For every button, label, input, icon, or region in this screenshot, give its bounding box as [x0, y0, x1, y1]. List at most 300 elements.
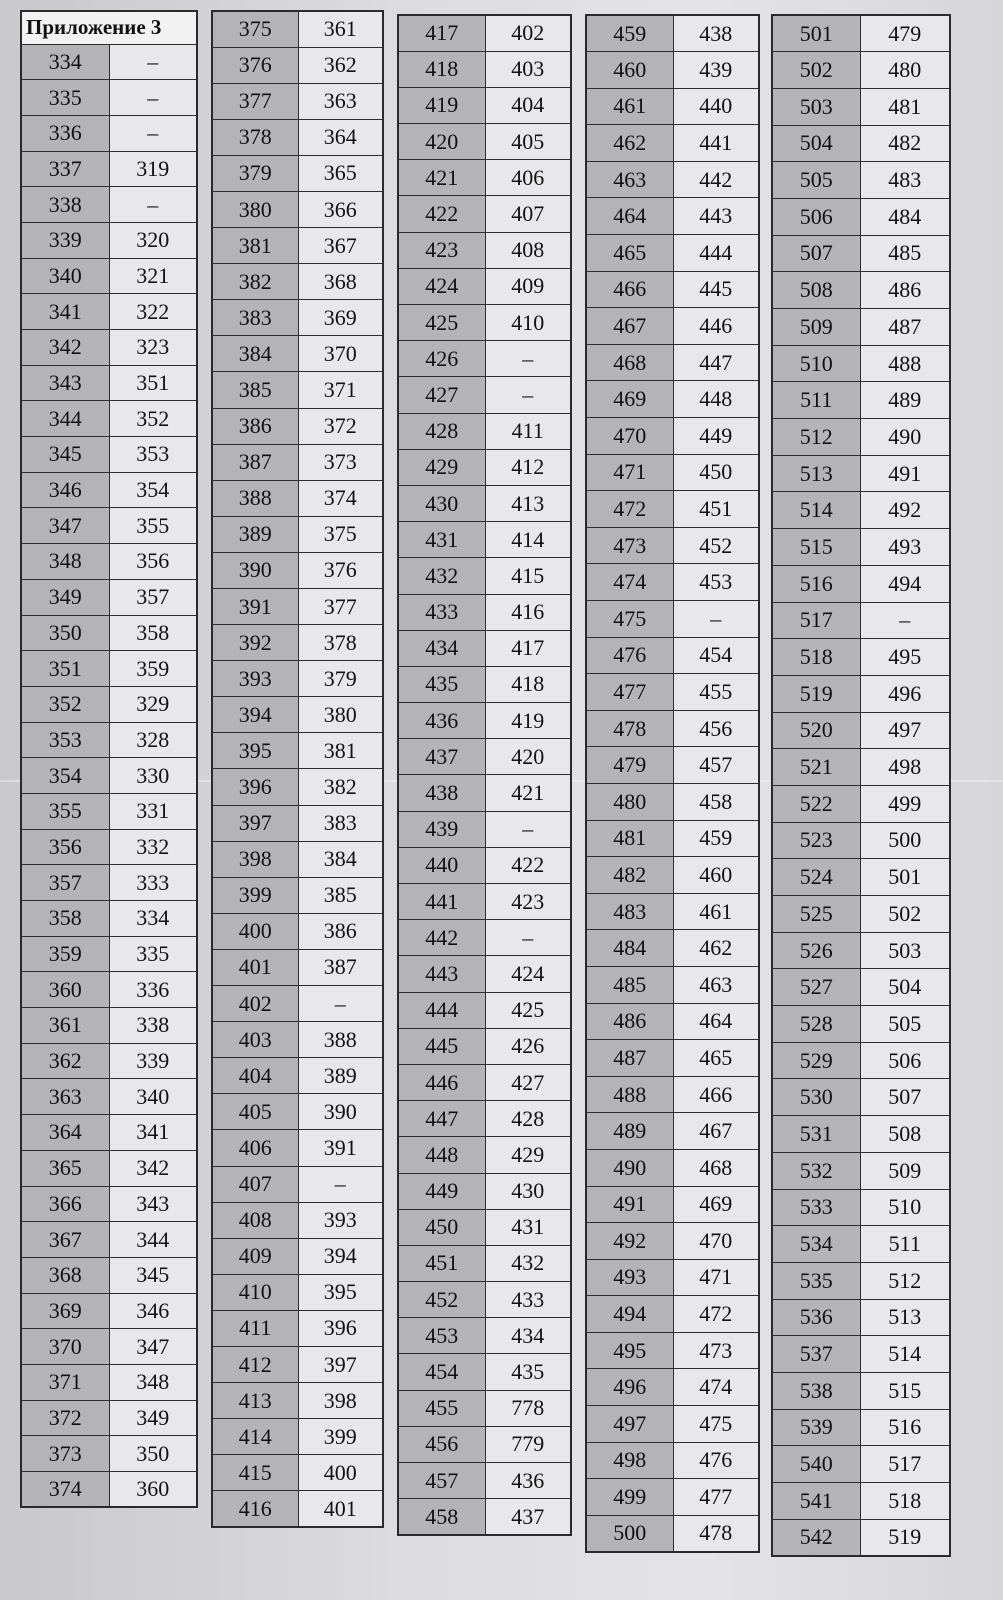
- table-cell-mapped: 442: [673, 161, 759, 198]
- table-cell-number: 449: [398, 1173, 485, 1209]
- table-cell-number: 490: [586, 1149, 673, 1186]
- table-row: [212, 191, 383, 227]
- table-cell-number: 344: [21, 401, 109, 437]
- table-row: [772, 1519, 950, 1556]
- table-cell-mapped: 378: [298, 625, 383, 661]
- table-cell-mapped: 462: [673, 930, 759, 967]
- table-cell-number: 505: [772, 162, 860, 199]
- table-row: [21, 365, 197, 401]
- table-row: [21, 258, 197, 294]
- table-cell-number: 502: [772, 52, 860, 89]
- table-cell-mapped: 467: [673, 1113, 759, 1150]
- table-cell-mapped: 477: [673, 1479, 759, 1516]
- table-row: [772, 932, 950, 969]
- table-cell-number: 422: [398, 196, 485, 232]
- table-row: [21, 330, 197, 366]
- table-cell-number: 463: [586, 161, 673, 198]
- table-cell-number: 352: [21, 686, 109, 722]
- table-cell-mapped: 367: [298, 228, 383, 264]
- table-cell-number: 514: [772, 492, 860, 529]
- table-row: [398, 739, 571, 775]
- table-row: [772, 88, 950, 125]
- table-row: [212, 1491, 383, 1527]
- table-row: [212, 697, 383, 733]
- table-cell-mapped: 429: [485, 1137, 571, 1173]
- table-cell-mapped: 484: [860, 198, 950, 235]
- table-cell-number: 428: [398, 413, 485, 449]
- table-row: [772, 1226, 950, 1263]
- table-row: [586, 966, 759, 1003]
- table-cell-number: 472: [586, 491, 673, 528]
- table-cell-mapped: 400: [298, 1455, 383, 1491]
- table-row: [398, 1426, 571, 1462]
- table-cell-number: 507: [772, 235, 860, 272]
- table-row: [772, 455, 950, 492]
- table-cell-mapped: 519: [860, 1519, 950, 1556]
- table-cell-mapped: 350: [109, 1436, 197, 1472]
- table-cell-number: 492: [586, 1223, 673, 1260]
- table-row: [772, 896, 950, 933]
- table-cell-mapped: 490: [860, 419, 950, 456]
- table-cell-number: 473: [586, 527, 673, 564]
- table-cell-number: 360: [21, 972, 109, 1008]
- table-cell-mapped: 396: [298, 1310, 383, 1346]
- table-cell-mapped: 398: [298, 1383, 383, 1419]
- table-cell-number: 486: [586, 1003, 673, 1040]
- table-row: [212, 986, 383, 1022]
- table-cell-mapped: 438: [673, 15, 759, 52]
- table-row: [772, 859, 950, 896]
- table-row: [212, 264, 383, 300]
- table-row: [212, 300, 383, 336]
- table-cell-mapped: 432: [485, 1245, 571, 1281]
- table-cell-mapped: 472: [673, 1296, 759, 1333]
- table-row: [586, 1149, 759, 1186]
- table-cell-number: 411: [212, 1310, 298, 1346]
- table-cell-mapped: 409: [485, 268, 571, 304]
- table-cell-number: 482: [586, 857, 673, 894]
- table-cell-number: 508: [772, 272, 860, 309]
- table-cell-number: 436: [398, 703, 485, 739]
- table-cell-number: 404: [212, 1058, 298, 1094]
- table-cell-mapped: 500: [860, 822, 950, 859]
- table-cell-mapped: 379: [298, 661, 383, 697]
- table-row: [398, 630, 571, 666]
- table-row: [21, 1257, 197, 1293]
- table-row: [212, 516, 383, 552]
- table-cell-mapped: 450: [673, 454, 759, 491]
- table-row: [398, 811, 571, 847]
- table-cell-number: 375: [212, 11, 298, 47]
- table-cell-number: 370: [21, 1329, 109, 1365]
- table-cell-number: 413: [212, 1383, 298, 1419]
- table-cell-mapped: 452: [673, 527, 759, 564]
- table-cell-number: 489: [586, 1113, 673, 1150]
- table-cell-number: 464: [586, 198, 673, 235]
- table-cell-number: 517: [772, 602, 860, 639]
- table-row: [212, 480, 383, 516]
- table-cell-number: 432: [398, 558, 485, 594]
- table-row: [586, 1332, 759, 1369]
- table-cell-number: 400: [212, 913, 298, 949]
- table-row: [398, 160, 571, 196]
- table-cell-mapped: 353: [109, 437, 197, 473]
- table-row: [586, 893, 759, 930]
- table-cell-mapped: 516: [860, 1409, 950, 1446]
- table-row: [586, 1369, 759, 1406]
- table-cell-number: 446: [398, 1064, 485, 1100]
- table-row: [21, 972, 197, 1008]
- table-cell-mapped: 478: [673, 1515, 759, 1552]
- table-cell-mapped: –: [298, 1166, 383, 1202]
- table-row: [772, 1152, 950, 1189]
- table-cell-mapped: 387: [298, 949, 383, 985]
- table-cell-number: 376: [212, 47, 298, 83]
- table-cell-number: 395: [212, 733, 298, 769]
- table-cell-mapped: 482: [860, 125, 950, 162]
- table-cell-number: 367: [21, 1222, 109, 1258]
- table-row: [398, 920, 571, 956]
- table-cell-number: 468: [586, 344, 673, 381]
- table-cell-mapped: 514: [860, 1336, 950, 1373]
- table-row: [772, 345, 950, 382]
- table-cell-mapped: 504: [860, 969, 950, 1006]
- table-cell-number: 450: [398, 1209, 485, 1245]
- table-cell-number: 391: [212, 589, 298, 625]
- table-row: [212, 444, 383, 480]
- table-cell-number: 345: [21, 437, 109, 473]
- table-cell-mapped: 447: [673, 344, 759, 381]
- table-cell-number: 527: [772, 969, 860, 1006]
- table-row: [586, 88, 759, 125]
- table-row: [586, 308, 759, 345]
- table-cell-mapped: 435: [485, 1354, 571, 1390]
- table-cell-mapped: 339: [109, 1043, 197, 1079]
- table-row: [772, 1116, 950, 1153]
- table-cell-number: 351: [21, 651, 109, 687]
- table-cell-number: 431: [398, 522, 485, 558]
- table-cell-number: 437: [398, 739, 485, 775]
- table-cell-mapped: 498: [860, 749, 950, 786]
- table-cell-number: 407: [212, 1166, 298, 1202]
- table-cell-mapped: 485: [860, 235, 950, 272]
- table-cell-mapped: 383: [298, 805, 383, 841]
- table-cell-mapped: 475: [673, 1406, 759, 1443]
- table-row: [21, 401, 197, 437]
- table-row: [398, 124, 571, 160]
- table-cell-number: 476: [586, 637, 673, 674]
- table-cell-number: 335: [21, 80, 109, 116]
- table-cell-number: 495: [586, 1332, 673, 1369]
- table-cell-number: 438: [398, 775, 485, 811]
- table-cell-mapped: 382: [298, 769, 383, 805]
- table-cell-mapped: 386: [298, 913, 383, 949]
- table-row: [586, 1442, 759, 1479]
- table-cell-number: 471: [586, 454, 673, 491]
- table-cell-mapped: 496: [860, 675, 950, 712]
- table-cell-mapped: 518: [860, 1483, 950, 1520]
- table-cell-mapped: 465: [673, 1040, 759, 1077]
- table-cell-number: 421: [398, 160, 485, 196]
- table-cell-mapped: 388: [298, 1022, 383, 1058]
- table-cell-number: 435: [398, 666, 485, 702]
- table-row: [586, 930, 759, 967]
- table-cell-mapped: 419: [485, 703, 571, 739]
- table-row: [586, 857, 759, 894]
- table-cell-mapped: 441: [673, 125, 759, 162]
- table-row: [21, 187, 197, 223]
- table-cell-number: 385: [212, 372, 298, 408]
- table-cell-number: 443: [398, 956, 485, 992]
- table-cell-number: 418: [398, 51, 485, 87]
- table-row: [772, 162, 950, 199]
- table-cell-mapped: 423: [485, 884, 571, 920]
- table-cell-number: 518: [772, 639, 860, 676]
- table-cell-number: 494: [586, 1296, 673, 1333]
- table-cell-mapped: –: [109, 187, 197, 223]
- table-cell-mapped: 347: [109, 1329, 197, 1365]
- table-cell-number: 383: [212, 300, 298, 336]
- table-cell-mapped: 410: [485, 305, 571, 341]
- table-row: [398, 413, 571, 449]
- table-row: [772, 639, 950, 676]
- table-cell-number: 377: [212, 83, 298, 119]
- table-cell-mapped: 426: [485, 1028, 571, 1064]
- table-row: [21, 1079, 197, 1115]
- table-cell-mapped: 376: [298, 552, 383, 588]
- table-cell-mapped: 328: [109, 722, 197, 758]
- table-cell-number: 364: [21, 1115, 109, 1151]
- table-cell-mapped: 473: [673, 1332, 759, 1369]
- table-row: [21, 793, 197, 829]
- table-cell-number: 523: [772, 822, 860, 859]
- table-row: [772, 565, 950, 602]
- table-row: [21, 294, 197, 330]
- appendix-title: Приложение 3: [21, 11, 197, 44]
- table-cell-mapped: 427: [485, 1064, 571, 1100]
- table-cell-mapped: 499: [860, 785, 950, 822]
- table-cell-number: 374: [21, 1472, 109, 1508]
- table-row: [398, 1463, 571, 1499]
- table-cell-number: 425: [398, 305, 485, 341]
- table-cell-mapped: 459: [673, 820, 759, 857]
- table-cell-mapped: 448: [673, 381, 759, 418]
- table-cell-number: 378: [212, 119, 298, 155]
- table-row: [772, 785, 950, 822]
- table-row: [772, 1189, 950, 1226]
- table-cell-mapped: 511: [860, 1226, 950, 1263]
- table-cell-number: 355: [21, 793, 109, 829]
- table-cell-mapped: –: [485, 811, 571, 847]
- table-row: [772, 1042, 950, 1079]
- table-cell-number: 470: [586, 418, 673, 455]
- table-cell-mapped: 487: [860, 309, 950, 346]
- table-cell-mapped: 374: [298, 480, 383, 516]
- table-cell-mapped: 335: [109, 936, 197, 972]
- table-row: [212, 949, 383, 985]
- table-cell-mapped: 457: [673, 747, 759, 784]
- table-cell-number: 402: [212, 986, 298, 1022]
- table-cell-mapped: 479: [860, 15, 950, 52]
- table-cell-number: 469: [586, 381, 673, 418]
- table-cell-number: 458: [398, 1499, 485, 1535]
- table-cell-mapped: 391: [298, 1130, 383, 1166]
- table-cell-number: 386: [212, 408, 298, 444]
- table-row: [772, 382, 950, 419]
- table-cell-mapped: 340: [109, 1079, 197, 1115]
- table-cell-mapped: 349: [109, 1400, 197, 1436]
- table-row: [21, 44, 197, 80]
- table-cell-mapped: 513: [860, 1299, 950, 1336]
- table-column-3: [397, 14, 572, 1536]
- table-cell-mapped: 489: [860, 382, 950, 419]
- table-cell-mapped: 385: [298, 877, 383, 913]
- table-row: [212, 1058, 383, 1094]
- table-cell-number: 354: [21, 758, 109, 794]
- table-row: [586, 344, 759, 381]
- table-cell-mapped: 492: [860, 492, 950, 529]
- table-cell-number: 361: [21, 1008, 109, 1044]
- table-row: [772, 749, 950, 786]
- table-cell-mapped: 345: [109, 1257, 197, 1293]
- table-row: [586, 1223, 759, 1260]
- table-cell-mapped: 454: [673, 637, 759, 674]
- table-row: [398, 449, 571, 485]
- table-row: [212, 1202, 383, 1238]
- table-row: [772, 1372, 950, 1409]
- table-row: [212, 47, 383, 83]
- table-cell-number: 451: [398, 1245, 485, 1281]
- table-row: [21, 1329, 197, 1365]
- table-cell-mapped: 506: [860, 1042, 950, 1079]
- table-cell-number: 340: [21, 258, 109, 294]
- table-cell-mapped: 474: [673, 1369, 759, 1406]
- table-cell-mapped: 360: [109, 1472, 197, 1508]
- table-cell-mapped: 444: [673, 235, 759, 272]
- table-cell-mapped: –: [860, 602, 950, 639]
- table-cell-mapped: 365: [298, 155, 383, 191]
- table-cell-mapped: 461: [673, 893, 759, 930]
- table-row: [586, 820, 759, 857]
- table-row: [212, 1346, 383, 1382]
- table-cell-number: 440: [398, 847, 485, 883]
- table-cell-number: 430: [398, 485, 485, 521]
- table-column-2: [211, 10, 384, 1528]
- table-cell-number: 409: [212, 1238, 298, 1274]
- table-row: [398, 1137, 571, 1173]
- table-cell-mapped: –: [673, 601, 759, 638]
- table-row: [586, 1076, 759, 1113]
- table-cell-mapped: 483: [860, 162, 950, 199]
- table-row: [398, 666, 571, 702]
- table-cell-number: 398: [212, 841, 298, 877]
- table-row: [772, 712, 950, 749]
- table-cell-mapped: 320: [109, 222, 197, 258]
- table-cell-mapped: 408: [485, 232, 571, 268]
- table-cell-mapped: –: [109, 44, 197, 80]
- table-row: [586, 747, 759, 784]
- table-row: [772, 529, 950, 566]
- table-cell-mapped: 322: [109, 294, 197, 330]
- table-cell-number: 506: [772, 198, 860, 235]
- table-row: [398, 775, 571, 811]
- table-row: [21, 472, 197, 508]
- table-cell-mapped: 399: [298, 1419, 383, 1455]
- table-row: [398, 51, 571, 87]
- table-cell-mapped: 443: [673, 198, 759, 235]
- table-row: [21, 579, 197, 615]
- table-row: [398, 1245, 571, 1281]
- table-cell-mapped: 359: [109, 651, 197, 687]
- table-row: [21, 1436, 197, 1472]
- table-cell-mapped: 437: [485, 1499, 571, 1535]
- table-row: [212, 733, 383, 769]
- table-cell-number: 491: [586, 1186, 673, 1223]
- table-row: [586, 161, 759, 198]
- table-cell-mapped: 469: [673, 1186, 759, 1223]
- table-cell-mapped: 342: [109, 1150, 197, 1186]
- table-cell-number: 389: [212, 516, 298, 552]
- table-row: [398, 1390, 571, 1426]
- table-cell-mapped: 393: [298, 1202, 383, 1238]
- table-cell-mapped: 421: [485, 775, 571, 811]
- table-row: [772, 1336, 950, 1373]
- table-row: [212, 119, 383, 155]
- table-cell-mapped: 468: [673, 1149, 759, 1186]
- table-cell-number: 524: [772, 859, 860, 896]
- table-cell-number: 511: [772, 382, 860, 419]
- table-cell-number: 453: [398, 1318, 485, 1354]
- table-cell-number: 426: [398, 341, 485, 377]
- table-cell-mapped: 346: [109, 1293, 197, 1329]
- table-row: [772, 309, 950, 346]
- table-cell-number: 410: [212, 1274, 298, 1310]
- table-cell-mapped: 414: [485, 522, 571, 558]
- table-cell-number: 477: [586, 674, 673, 711]
- table-cell-mapped: 494: [860, 565, 950, 602]
- table-row: [21, 615, 197, 651]
- table-cell-number: 519: [772, 675, 860, 712]
- table-row: [398, 485, 571, 521]
- table-cell-number: 334: [21, 44, 109, 80]
- table-cell-mapped: 405: [485, 124, 571, 160]
- table-cell-mapped: 425: [485, 992, 571, 1028]
- table-row: [398, 15, 571, 51]
- table-row: [586, 15, 759, 52]
- table-cell-number: 498: [586, 1442, 673, 1479]
- table-row: [398, 1028, 571, 1064]
- table-cell-number: 534: [772, 1226, 860, 1263]
- table-cell-number: 380: [212, 191, 298, 227]
- table-cell-number: 452: [398, 1282, 485, 1318]
- table-cell-number: 520: [772, 712, 860, 749]
- table-row: [586, 1515, 759, 1552]
- table-row: [772, 492, 950, 529]
- table-cell-mapped: 512: [860, 1262, 950, 1299]
- table-cell-mapped: 509: [860, 1152, 950, 1189]
- table-cell-mapped: 384: [298, 841, 383, 877]
- table-cell-number: 401: [212, 949, 298, 985]
- table-cell-mapped: 464: [673, 1003, 759, 1040]
- table-cell-number: 444: [398, 992, 485, 1028]
- table-cell-number: 417: [398, 15, 485, 51]
- table-cell-mapped: 460: [673, 857, 759, 894]
- table-cell-mapped: 375: [298, 516, 383, 552]
- table-cell-mapped: 403: [485, 51, 571, 87]
- table-row: [398, 341, 571, 377]
- table-cell-number: 353: [21, 722, 109, 758]
- table-cell-number: 343: [21, 365, 109, 401]
